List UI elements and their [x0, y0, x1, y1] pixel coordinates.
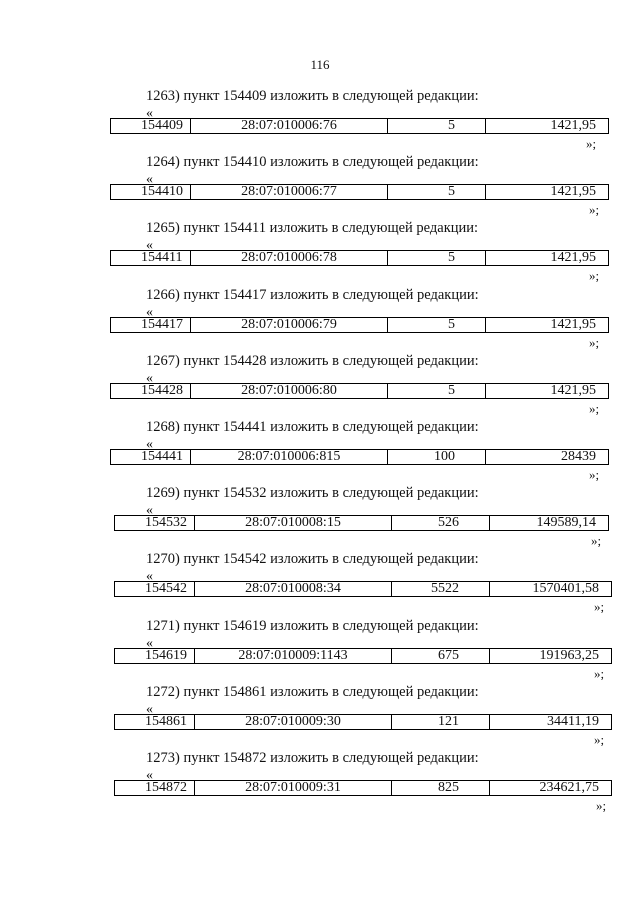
cell-cadastral: 28:07:010009:1143 [195, 649, 392, 663]
list-item [0, 287, 640, 353]
cell-cadastral: 28:07:010006:78 [191, 251, 388, 265]
open-quote: « [146, 371, 153, 386]
open-quote: « [146, 702, 153, 717]
cell-amount: 28439 [561, 449, 596, 464]
cell-cadastral: 28:07:010006:77 [191, 185, 388, 199]
table-row [110, 184, 609, 200]
close-quote: »; [594, 666, 605, 681]
entry-heading: 1268) пункт 154441 изложить в следующей редакции: [146, 419, 479, 435]
list-item [0, 485, 640, 551]
cell-id: 154861 [115, 715, 195, 729]
cell-amount: 234621,75 [539, 780, 599, 795]
cell-cadastral: 28:07:010008:15 [195, 516, 392, 530]
table-row [114, 515, 609, 531]
open-quote: « [146, 238, 153, 253]
cell-cadastral: 28:07:010006:815 [191, 450, 388, 464]
table-row [114, 648, 612, 664]
list-item [0, 353, 640, 419]
cell-qty: 5 [388, 185, 486, 199]
table-row [114, 780, 612, 796]
table-row [110, 317, 609, 333]
open-quote: « [146, 503, 153, 518]
cell-id: 154428 [111, 384, 191, 398]
table-row [110, 118, 609, 134]
cell-id: 154409 [111, 119, 191, 133]
entry-heading: 1265) пункт 154411 изложить в следующей редакции: [146, 220, 479, 236]
cell-qty: 5 [388, 384, 486, 398]
list-item [0, 618, 640, 684]
cell-qty: 5 [388, 119, 486, 133]
close-quote: »; [589, 268, 600, 283]
table-row [114, 714, 612, 730]
cell-cadastral: 28:07:010006:76 [191, 119, 388, 133]
list-item [0, 88, 640, 154]
close-quote: »; [594, 732, 605, 747]
cell-id: 154532 [115, 516, 195, 530]
cell-amount: 191963,25 [539, 648, 599, 663]
cell-amount: 1421,95 [550, 184, 596, 199]
open-quote: « [146, 106, 153, 121]
cell-qty: 121 [392, 715, 490, 729]
entry-heading: 1273) пункт 154872 изложить в следующей редакции: [146, 750, 479, 766]
cell-qty: 825 [392, 781, 490, 795]
open-quote: « [146, 636, 153, 651]
cell-cadastral: 28:07:010008:34 [195, 582, 392, 596]
entry-heading: 1263) пункт 154409 изложить в следующей редакции: [146, 88, 479, 104]
entry-heading: 1272) пункт 154861 изложить в следующей редакции: [146, 684, 479, 700]
cell-id: 154410 [111, 185, 191, 199]
cell-id: 154872 [115, 781, 195, 795]
cell-qty: 675 [392, 649, 490, 663]
close-quote: »; [589, 401, 600, 416]
cell-amount: 1421,95 [550, 250, 596, 265]
cell-id: 154619 [115, 649, 195, 663]
open-quote: « [146, 305, 153, 320]
table-row [110, 383, 609, 399]
table-row [110, 449, 609, 465]
open-quote: « [146, 172, 153, 187]
list-item [0, 750, 640, 816]
cell-qty: 100 [388, 450, 486, 464]
cell-amount: 1421,95 [550, 317, 596, 332]
cell-cadastral: 28:07:010009:30 [195, 715, 392, 729]
cell-amount: 149589,14 [536, 515, 596, 530]
table-row [114, 581, 612, 597]
cell-qty: 526 [392, 516, 490, 530]
cell-amount: 1421,95 [550, 118, 596, 133]
list-item [0, 684, 640, 750]
entry-heading: 1264) пункт 154410 изложить в следующей редакции: [146, 154, 479, 170]
cell-amount: 34411,19 [547, 714, 599, 729]
open-quote: « [146, 768, 153, 783]
entry-heading: 1270) пункт 154542 изложить в следующей редакции: [146, 551, 479, 567]
cell-qty: 5522 [392, 582, 490, 596]
entry-heading: 1269) пункт 154532 изложить в следующей редакции: [146, 485, 479, 501]
page-number: 116 [310, 57, 330, 72]
close-quote: »; [589, 202, 600, 217]
close-quote: »; [589, 335, 600, 350]
entry-heading: 1271) пункт 154619 изложить в следующей редакции: [146, 618, 479, 634]
open-quote: « [146, 437, 153, 452]
close-quote: »; [589, 467, 600, 482]
cell-id: 154542 [115, 582, 195, 596]
close-quote: »; [596, 798, 607, 813]
close-quote: »; [591, 533, 602, 548]
cell-id: 154411 [111, 251, 191, 265]
entry-heading: 1266) пункт 154417 изложить в следующей редакции: [146, 287, 479, 303]
list-item [0, 220, 640, 286]
entry-heading: 1267) пункт 154428 изложить в следующей редакции: [146, 353, 479, 369]
cell-cadastral: 28:07:010009:31 [195, 781, 392, 795]
cell-id: 154441 [111, 450, 191, 464]
open-quote: « [146, 569, 153, 584]
close-quote: »; [586, 136, 597, 151]
cell-id: 154417 [111, 318, 191, 332]
cell-amount: 1421,95 [550, 383, 596, 398]
cell-cadastral: 28:07:010006:79 [191, 318, 388, 332]
cell-cadastral: 28:07:010006:80 [191, 384, 388, 398]
cell-qty: 5 [388, 251, 486, 265]
list-item [0, 551, 640, 617]
list-item [0, 154, 640, 220]
table-row [110, 250, 609, 266]
cell-amount: 1570401,58 [532, 581, 599, 596]
close-quote: »; [594, 599, 605, 614]
cell-qty: 5 [388, 318, 486, 332]
list-item [0, 419, 640, 485]
